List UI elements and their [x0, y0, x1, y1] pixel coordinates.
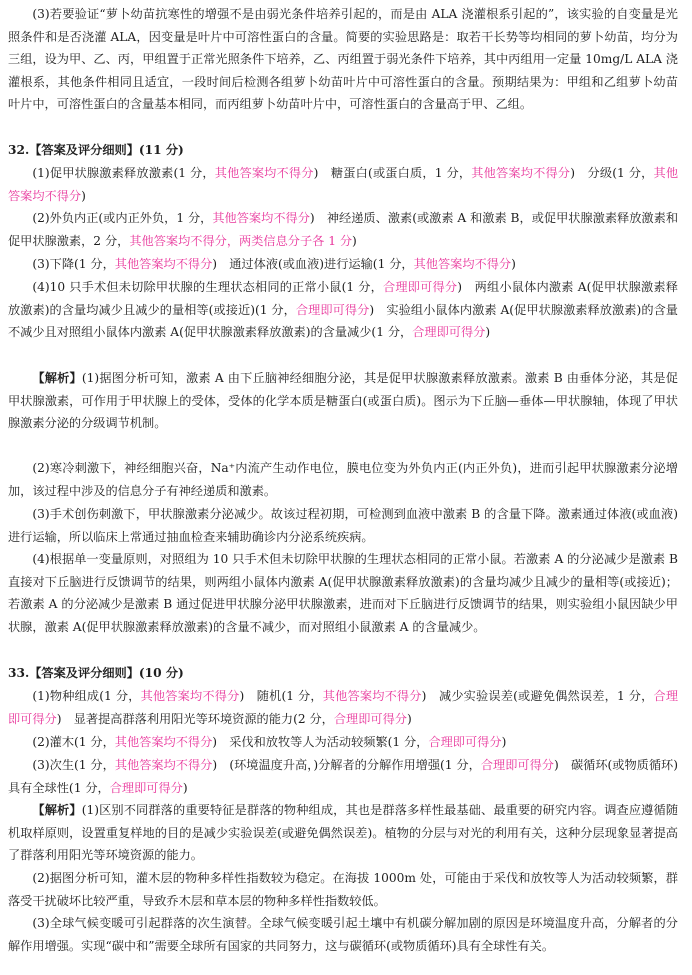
answer-text: ): [406, 711, 412, 726]
answer-text: ) 实验组小鼠体内激素 A(促甲状腺激素释放激素)的含量不减少且对照组小鼠体内激素 A(促甲状腺激素释放激素)的含量减少(1 分，: [8, 302, 678, 340]
grading-note: 其他答案均不得分: [471, 166, 571, 180]
grading-note: 其他答案均不得分，两类信息分子各 1 分: [129, 233, 353, 248]
answer-text: (2)灌木(1 分，: [32, 735, 115, 749]
q32-explanation-4: (4)根据单一变量原则，对照组为 10 只手术但未切除甲状腺的生理状态相同的正常小鼠。若激素 A 的分泌减少是激素 B 直接对下丘脑进行反馈调节的结果，则两组小鼠体内激素 A(促甲状腺激素释放激素)的含量均减少且减少的量相等(或接近)；若激素 A 的分泌减少是激素 B 通过促进甲状腺分泌甲状腺激素，进而对下丘脑进行反馈调节的结果，则实验组小鼠因缺少甲状腺，激素 A(促甲状腺激素释放激素)的含量不减少，而对照组小鼠激素 A 的含量减少。: [8, 552, 678, 634]
answer-text: ) 随机(1 分，: [239, 689, 323, 703]
explanation-tag: 【解析】: [32, 371, 82, 385]
q33-explanation-3: (3)全球气候变暖可引起群落的次生演替。全球气候变暖引起土壤中有机碳分解加剧的原因是环境温度升高，分解者的分解作用增强。实现“碳中和”需要全球所有国家的共同努力，这与碳循环(或物质循环)具有全球性有关。: [8, 916, 678, 953]
grading-note: 其他答案均不得分: [413, 257, 512, 271]
q32-answer-3: [8, 253, 678, 276]
grading-note: 其他答案均不得分: [8, 166, 679, 203]
answer-text: ) 糖蛋白(或蛋白质，1 分，: [313, 166, 472, 180]
grading-note: 合理即可得分: [333, 711, 407, 726]
grading-note: 合理即可得分: [428, 735, 502, 749]
grading-note: 其他答案均不得分: [322, 689, 422, 703]
answer-text: ) 显著提高群落利用阳光等环境资源的能力(2 分，: [56, 711, 334, 726]
q31-part3-text: (3)若要验证“萝卜幼苗抗寒性的增强不是由弱光条件培养引起的，而是由 ALA 浇灌根系引起的”，该实验的自变量是光照条件和是否浇灌 ALA，因变量是叶片中可溶性蛋白的含量。简要的实验思路是：取若干长势等均相同的萝卜幼苗，均分为三组，设为甲、乙、丙，甲组置于正常光照条件下培养，乙、丙组置于弱光条件下培养，其中丙组用一定量 10mg/L ALA 浇灌根系，其他条件相同且适宜，一段时间后检测各组萝卜幼苗叶片中可溶性蛋白的含量。预期结果为：甲组和乙组萝卜幼苗叶片中，可溶性蛋白的含量基本相同，而丙组萝卜幼苗叶片中，可溶性蛋白的含量高于甲、乙组。: [8, 7, 678, 112]
q33-answer-2: [8, 731, 678, 754]
grading-note: 合理即可得分: [480, 758, 554, 772]
q33-explanation-2: (2)据图分析可知，灌木层的物种多样性指数较为稳定。在海拔 1000m 处，可能由于采伐和放牧等人为活动较频繁，群落受干扰破坏比较严重，导致乔木层和草本层的物种多样性指数较低。: [8, 871, 678, 908]
explanation-text: (1)据图分析可知，激素 A 由下丘脑神经细胞分泌，其是促甲状腺激素释放激素。激素 B 由垂体分泌，其是促甲状腺激素，可作用于甲状腺上的受体，受体的化学本质是糖蛋白(或蛋白质)。图示为下丘脑—垂体—甲状腺轴，体现了甲状腺激素分泌的分级调节机制。: [8, 371, 678, 431]
answer-text: (1)促甲状腺激素释放激素(1 分，: [32, 166, 215, 180]
answer-text: ): [81, 188, 86, 203]
grading-note: 合理即可得分: [109, 780, 183, 795]
answer-text: ) 采伐和放牧等人为活动较频繁(1 分，: [212, 735, 429, 749]
answer-text: (1)物种组成(1 分，: [32, 689, 141, 703]
q32-explanation-1: [8, 367, 678, 435]
answer-text: ) 减少实验误差(或避免偶然误差，1 分，: [421, 689, 654, 703]
q33-answer-3: [8, 754, 678, 799]
q32-heading: 32.【答案及评分细则】(11 分): [8, 143, 184, 157]
q32-explanation-3: (3)手术创伤刺激下，甲状腺激素分泌减少。故该过程初期，可检测到血液中激素 B 的含量下降。激素通过体液(或血液)进行运输，所以临床上常通过抽血检查来辅助确诊内分泌系统疾病。: [8, 507, 678, 544]
grading-note: 其他答案均不得分: [140, 689, 240, 703]
grading-note: 其他答案均不得分: [114, 758, 213, 772]
answer-text: ) 分级(1 分，: [570, 166, 654, 180]
q33-heading: 33.【答案及评分细则】(10 分): [8, 666, 184, 680]
grading-note: 合理即可得分: [295, 302, 370, 317]
q33-answer-1: [8, 685, 678, 730]
answer-text: ): [182, 780, 188, 795]
answer-text: (4)10 只手术但未切除甲状腺的生理状态相同的正常小鼠(1 分，: [32, 280, 383, 294]
q32-answer-1: [8, 162, 678, 207]
answer-text: ) 碳循环(或物质循环)具有全球性(1 分，: [8, 758, 678, 795]
answer-text: ): [511, 257, 516, 271]
explanation-tag: 【解析】: [32, 803, 82, 817]
grading-note: 其他答案均不得分: [114, 257, 213, 271]
answer-text: ): [485, 325, 491, 340]
grading-note: 其他答案均不得分: [212, 211, 310, 225]
grading-note: 合理即可得分: [383, 280, 458, 294]
answer-text: (2)外负内正(或内正外负，1 分，: [32, 211, 213, 225]
q33-explanation-1: [8, 799, 678, 867]
explanation-text: (1)区别不同群落的重要特征是群落的物种组成，其也是群落多样性最基础、最重要的研究内容。调查应遵循随机取样原则，设置重复样地的目的是减少实验误差(或避免偶然误差)。植物的分层与对光的利用有关，这种分层现象显著提高了群落利用阳光等环境资源的能力。: [8, 803, 679, 863]
answer-text: ) 神经递质、激素(或激素 A 和激素 B，或促甲状腺激素释放激素和促甲状腺激素，2 分，: [8, 211, 679, 248]
grading-note: 合理即可得分: [412, 325, 486, 340]
q32-answer-4: [8, 276, 678, 344]
grading-note: 其他答案均不得分: [114, 735, 213, 749]
q32-answer-2: [8, 207, 678, 252]
answer-text: (3)次生(1 分，: [32, 758, 115, 772]
answer-text: ) 通过体液(或血液)进行运输(1 分，: [212, 257, 414, 271]
answer-text: ) 两组小鼠体内激素 A(促甲状腺激素释放激素)的含量均减少且减少的量相等(或接近)(1 分，: [8, 280, 678, 317]
answer-text: ): [501, 735, 507, 749]
answer-text: ): [352, 233, 357, 248]
answer-text: ) (环境温度升高，)分解者的分解作用增强(1 分，: [212, 758, 481, 772]
grading-note: 合理即可得分: [8, 689, 679, 726]
grading-note: 其他答案均不得分: [214, 166, 314, 180]
q32-explanation-2: (2)寒冷刺激下，神经细胞兴奋，Na⁺内流产生动作电位，膜电位变为外负内正(内正外负)，进而引起甲状腺激素分泌增加，该过程中涉及的信息分子有神经递质和激素。: [8, 461, 678, 498]
answer-text: (3)下降(1 分，: [32, 257, 115, 271]
